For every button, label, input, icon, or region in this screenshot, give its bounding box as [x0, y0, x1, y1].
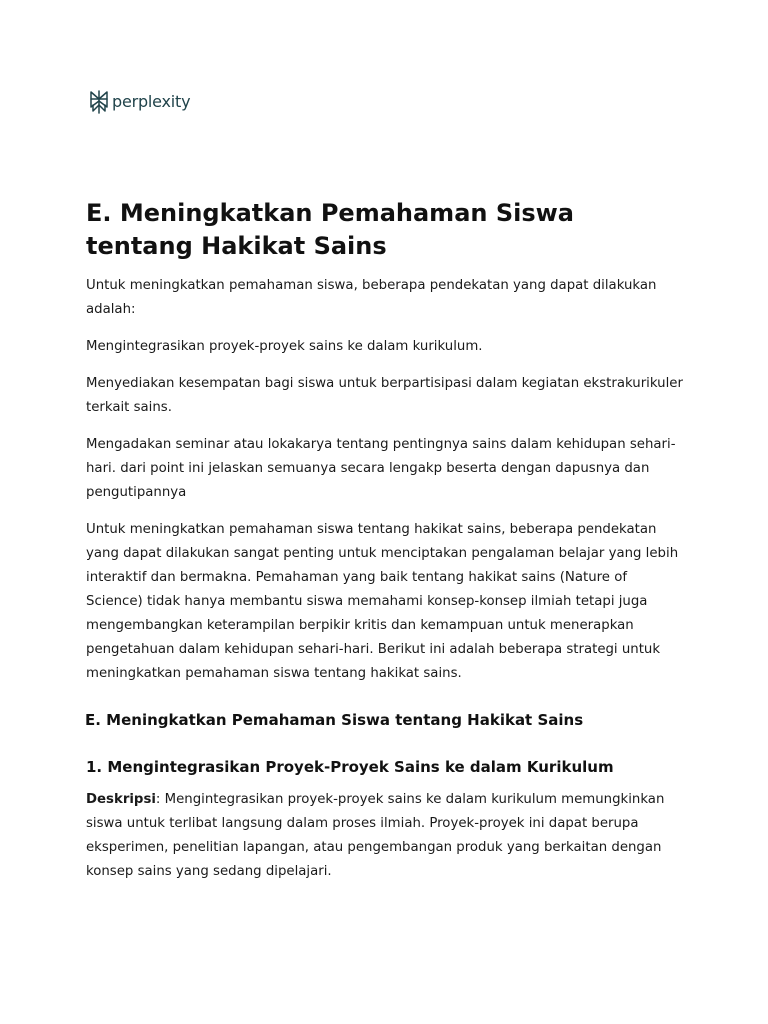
document-title: E. Meningkatkan Pemahaman Siswa tentang Hakikat Sains	[86, 199, 574, 260]
intro-paragraph: Untuk meningkatkan pemahaman siswa, beberapa pendekatan yang dapat dilakukan adalah:	[86, 278, 657, 317]
brand-logo	[89, 90, 190, 114]
subsection-heading: 1. Mengintegrasikan Proyek-Proyek Sains ke dalam Kurikulum	[86, 758, 614, 776]
description-paragraph	[86, 788, 686, 884]
logo-text: perplexity	[112, 92, 191, 111]
paragraph-extracurricular: Menyediakan kesempatan bagi siswa untuk berpartisipasi dalam kegiatan ekstrakurikuler terkait sains.	[86, 376, 683, 415]
paragraph-seminar: Mengadakan seminar atau lokakarya tentang pentingnya sains dalam kehidupan sehari-hari. dari point ini jelaskan semuanya secara lengakp beserta dengan dapusnya dan pengutipannya	[86, 437, 676, 500]
description-label: Deskripsi	[86, 792, 156, 807]
paragraph-explanation: Untuk meningkatkan pemahaman siswa tentang hakikat sains, beberapa pendekatan yang dapat dilakukan sangat penting untuk menciptakan pengalaman belajar yang lebih interaktif dan bermakna. Pemahaman yang baik tentang hakikat sains (Nature of Science) tidak hanya membantu siswa memahami konsep-konsep ilmiah tetapi juga mengembangkan keterampilan berpikir kritis dan kemampuan untuk menerapkan pengetahuan dalam kehidupan sehari-hari. Berikut ini adalah beberapa strategi untuk meningkatkan pemahaman siswa tentang hakikat sains.	[86, 522, 679, 681]
paragraph-integrate-projects: Mengintegrasikan proyek-proyek sains ke dalam kurikulum.	[86, 339, 483, 354]
perplexity-logo-icon	[89, 90, 109, 114]
description-text: : Mengintegrasikan proyek-proyek sains ke dalam kurikulum memungkinkan siswa untuk terlibat langsung dalam proses ilmiah. Proyek-proyek ini dapat berupa eksperimen, penelitian lapangan, atau pengembangan produk yang berkaitan dengan konsep sains yang sedang dipelajari.	[86, 792, 665, 879]
section-heading: E. Meningkatkan Pemahaman Siswa tentang Hakikat Sains	[85, 711, 584, 729]
document-body	[86, 197, 686, 884]
